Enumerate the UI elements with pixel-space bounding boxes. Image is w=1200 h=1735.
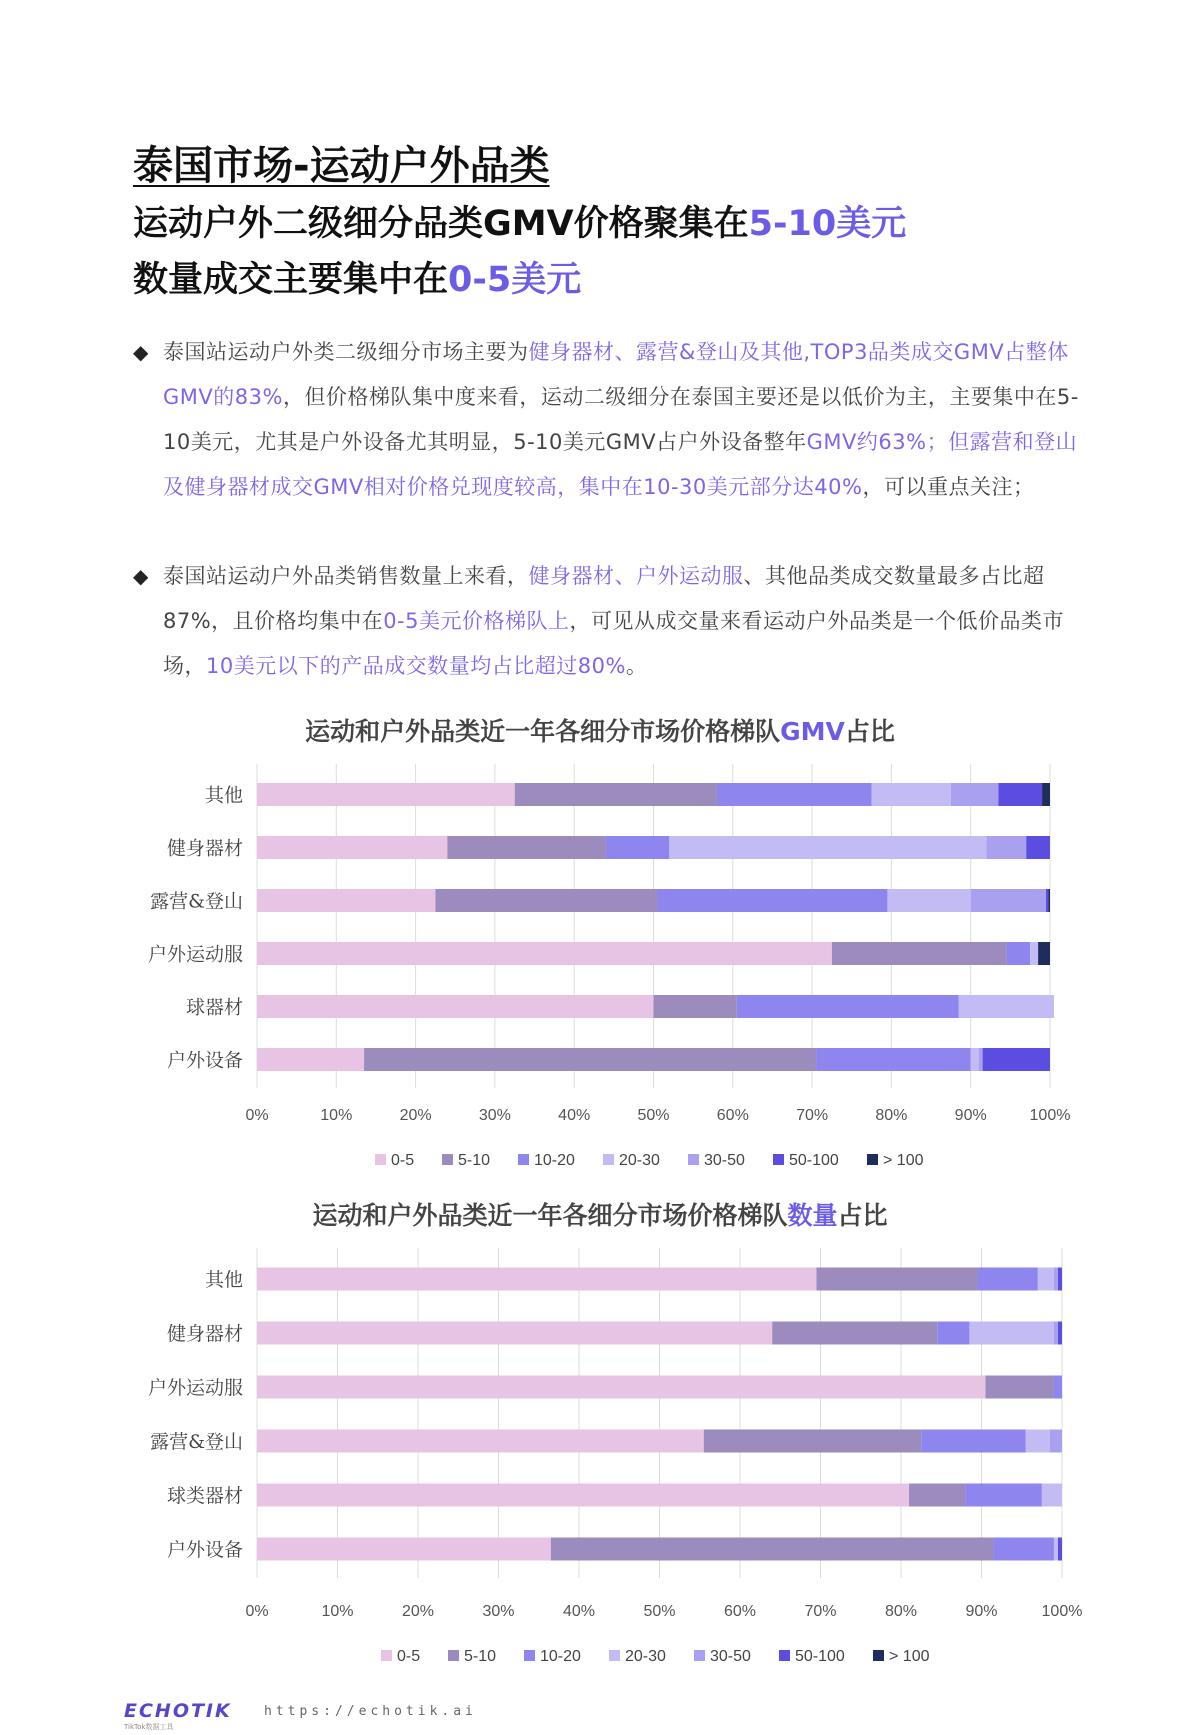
bar-segment [1038, 942, 1050, 965]
legend-label: > 100 [883, 1152, 924, 1169]
x-tick-label: 80% [884, 1603, 918, 1620]
x-tick-label: 70% [804, 1603, 837, 1620]
bar-segment [257, 1376, 986, 1399]
bar-segment [257, 1048, 364, 1071]
bullet-gmv-summary: ◆ 泰国站运动户外类二级细分市场主要为健身器材、露营&登山及其他,TOP3品类成交GMV占整体GMV的83%，但价格梯队集中度来看，运动二级细分在泰国主要还是以低价为主，主要集中在5-10美元，尤其是户外设备尤其明显，5-10美元GMV占户外设备整年GMV约63%；但露营和登山及健身器材成交GMV相对价格兑现度较高，集中在10-30美元部分达40%，可以重点关注； [133, 330, 1093, 510]
footer-url[interactable]: https://echotik.ai [264, 1704, 477, 1719]
x-tick-label: 100% [1041, 1603, 1083, 1620]
category-label: 其他 [204, 784, 243, 807]
legend-label: 10-20 [540, 1648, 581, 1665]
gmv-share-chart [0, 760, 1200, 1180]
bar-segment [994, 1538, 1054, 1561]
legend-swatch [442, 1154, 453, 1165]
x-tick-label: 10% [320, 1107, 353, 1124]
legend-swatch [688, 1154, 699, 1165]
chart-quantity-title: 运动和户外品类近一年各细分市场价格梯队数量占比 [312, 1201, 888, 1230]
bar-segment [257, 995, 654, 1018]
legend-label: 5-10 [464, 1648, 497, 1665]
bar-segment [816, 1048, 971, 1071]
bar-segment [257, 1538, 551, 1561]
category-label: 露营&登山 [150, 890, 243, 913]
legend-swatch [867, 1154, 878, 1165]
bar-segment [257, 1268, 816, 1291]
bar-segment [1026, 836, 1050, 859]
x-tick-label: 40% [558, 1107, 591, 1124]
quantity-share-chart [0, 1244, 1200, 1664]
legend-swatch [873, 1650, 884, 1661]
subtitle-quantity: 数量成交主要集中在0-5美元 [133, 260, 582, 300]
x-tick-label: 30% [482, 1603, 515, 1620]
diamond-bullet-icon: ◆ [133, 564, 149, 588]
legend-swatch [375, 1154, 386, 1165]
bar-segment [447, 836, 606, 859]
category-label: 露营&登山 [150, 1431, 243, 1453]
category-label: 户外设备 [166, 1049, 243, 1072]
bar-segment [816, 1268, 977, 1291]
bar-segment [1054, 1376, 1062, 1399]
legend-swatch [609, 1650, 620, 1661]
bar-segment [1026, 1430, 1050, 1453]
x-tick-label: 60% [723, 1603, 757, 1620]
bar-segment [257, 1484, 909, 1507]
bar-segment [257, 836, 447, 859]
x-tick-label: 50% [643, 1603, 676, 1620]
x-tick-label: 20% [401, 1603, 435, 1620]
legend-label: 20-30 [619, 1152, 660, 1169]
bar-segment [1058, 1268, 1062, 1291]
bar-segment [669, 836, 986, 859]
x-tick-label: 100% [1029, 1107, 1071, 1124]
bar-segment [979, 1048, 983, 1071]
bar-segment [1030, 942, 1038, 965]
bar-segment [951, 783, 999, 806]
x-tick-label: 30% [478, 1107, 511, 1124]
bar-segment [1038, 1268, 1054, 1291]
bar-segment [772, 1322, 937, 1345]
legend-swatch [448, 1650, 459, 1661]
bar-segment [986, 1376, 1054, 1399]
legend-label: 20-30 [625, 1648, 666, 1665]
bar-segment [977, 1268, 1037, 1291]
legend-label: 50-100 [789, 1152, 839, 1169]
bar-segment [937, 1322, 969, 1345]
bar-segment [959, 995, 1054, 1018]
diamond-bullet-icon: ◆ [133, 340, 149, 364]
category-label: 健身器材 [166, 837, 243, 860]
bar-segment [1042, 783, 1050, 806]
category-label: 户外设备 [166, 1539, 243, 1561]
x-tick-label: 80% [875, 1107, 908, 1124]
bar-segment [887, 889, 970, 912]
echotik-logo: ECHOTIK [124, 1700, 232, 1722]
bar-segment [257, 1322, 772, 1345]
category-label: 户外运动服 [147, 1377, 243, 1399]
legend-swatch [381, 1650, 392, 1661]
legend-swatch [694, 1650, 705, 1661]
chart-gmv-title: 运动和户外品类近一年各细分市场价格梯队GMV占比 [305, 717, 895, 746]
bar-segment [1048, 889, 1050, 912]
x-tick-label: 10% [321, 1603, 354, 1620]
bar-segment [257, 889, 435, 912]
x-tick-label: 60% [716, 1107, 749, 1124]
x-tick-label: 0% [245, 1603, 269, 1620]
bar-segment [1054, 1538, 1058, 1561]
bar-segment [606, 836, 669, 859]
x-tick-label: 70% [796, 1107, 829, 1124]
bar-segment [717, 783, 872, 806]
legend-label: > 100 [889, 1648, 930, 1665]
bar-segment [1006, 942, 1030, 965]
category-label: 球类器材 [166, 1485, 243, 1507]
x-tick-label: 50% [637, 1107, 670, 1124]
bar-segment [515, 783, 717, 806]
legend-swatch [603, 1154, 614, 1165]
bar-segment [921, 1430, 1026, 1453]
bar-segment [1046, 889, 1048, 912]
category-label: 球器材 [185, 996, 243, 1019]
legend-swatch [773, 1154, 784, 1165]
bar-segment [1054, 1268, 1058, 1291]
bar-segment [832, 942, 1006, 965]
legend-label: 0-5 [397, 1648, 421, 1665]
bar-segment [909, 1484, 965, 1507]
bar-segment [551, 1538, 994, 1561]
bar-segment [971, 889, 1046, 912]
subtitle-gmv: 运动户外二级细分品类GMV价格聚集在5-10美元 [133, 204, 907, 244]
legend-label: 10-20 [534, 1152, 575, 1169]
bullet-quantity-summary: ◆ 泰国站运动户外品类销售数量上来看，健身器材、户外运动服、其他品类成交数量最多占比超87%，且价格均集中在0-5美元价格梯队上，可见从成交量来看运动户外品类是一个低价品类市场，10美元以下的产品成交数量均占比超过80%。 [133, 554, 1093, 689]
bar-segment [1058, 1538, 1062, 1561]
bar-segment [364, 1048, 816, 1071]
bar-segment [987, 836, 1027, 859]
legend-swatch [779, 1650, 790, 1661]
legend-label: 30-50 [704, 1152, 745, 1169]
bar-segment [435, 889, 657, 912]
legend-swatch [524, 1650, 535, 1661]
bar-segment [969, 1322, 1054, 1345]
category-label: 其他 [204, 1269, 243, 1291]
category-label: 健身器材 [166, 1323, 243, 1345]
bar-segment [737, 995, 959, 1018]
bar-segment [983, 1048, 1050, 1071]
bar-segment [657, 889, 887, 912]
x-tick-label: 20% [399, 1107, 432, 1124]
legend-swatch [518, 1154, 529, 1165]
bar-segment [1054, 1322, 1058, 1345]
legend-label: 5-10 [458, 1152, 491, 1169]
bar-segment [704, 1430, 921, 1453]
bar-segment [257, 783, 515, 806]
x-tick-label: 90% [965, 1603, 998, 1620]
bar-segment [971, 1048, 979, 1071]
page-title: 泰国市场-运动户外品类 [133, 143, 550, 189]
bar-segment [872, 783, 951, 806]
bar-segment [1042, 1484, 1062, 1507]
bar-segment [1050, 1430, 1062, 1453]
x-tick-label: 0% [245, 1107, 269, 1124]
bar-segment [257, 942, 832, 965]
category-label: 户外运动服 [147, 943, 243, 966]
bar-segment [1058, 1322, 1062, 1345]
x-tick-label: 40% [562, 1603, 596, 1620]
bar-segment [965, 1484, 1041, 1507]
bar-segment [654, 995, 737, 1018]
bar-segment [998, 783, 1042, 806]
logo-subtitle: TikTok数据工具 [124, 1723, 174, 1731]
legend-label: 0-5 [391, 1152, 415, 1169]
legend-label: 30-50 [710, 1648, 751, 1665]
x-tick-label: 90% [954, 1107, 987, 1124]
bar-segment [257, 1430, 704, 1453]
legend-label: 50-100 [795, 1648, 845, 1665]
